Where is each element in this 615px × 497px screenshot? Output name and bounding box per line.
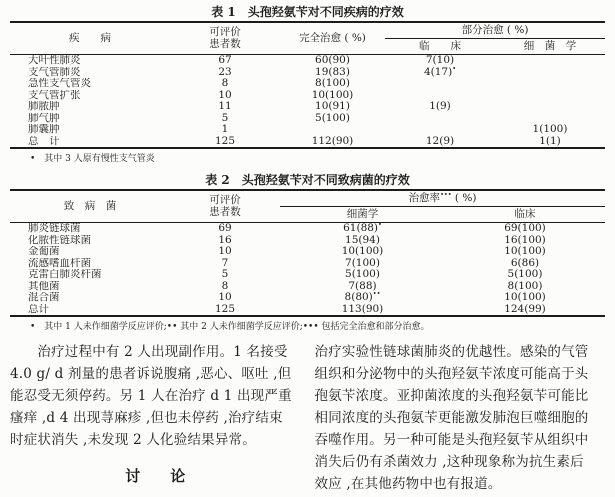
text-line: 效应 ,在其他药物中也有报道。: [314, 476, 502, 492]
cell-complete-cure: 60(90): [315, 54, 350, 66]
cell-partial-bacteriology: [495, 90, 605, 102]
cell-partial-bacteriology: [495, 78, 605, 90]
cell-partial-clinical: [385, 113, 495, 125]
text-line: 时症状消失 ,未发现 2 人化验结果异常。: [10, 432, 256, 448]
cell-complete-cure: 5(100): [315, 112, 350, 124]
text-line: 能忍受无须停药。另 1 人在治疗 d 1 出现严重: [10, 388, 292, 404]
table2-title: 表 2 头孢羟氨苄对不同致病菌的疗效: [205, 173, 410, 187]
cure-rate-label: 治愈率: [408, 192, 441, 204]
text-line: 治疗实验性链球菌肺炎的优越性。感染的气管: [314, 344, 589, 360]
cell-cure-clinical: 10(100): [504, 246, 546, 257]
table-row: [10, 269, 605, 281]
text-line: 吞噬作用。另一种可能是头孢羟氨苄从组织中: [314, 432, 589, 448]
cell-disease: 肺气肿: [28, 112, 60, 124]
body-left-column: [10, 341, 301, 495]
table-row: [10, 55, 605, 67]
cell-disease: 大叶性肺炎: [28, 54, 81, 66]
cell-pathogen: 其他菌: [28, 280, 60, 292]
table1-body: [10, 55, 605, 149]
cell-partial-bacteriology: 1(100): [532, 124, 568, 135]
cell-partial-bacteriology: 1(1): [539, 135, 561, 147]
cell-cure-clinical: 6(86): [510, 257, 540, 269]
table1: [10, 21, 605, 149]
text-line: 组织和分泌物中的头孢羟氨苄浓度可能高于头: [314, 366, 589, 382]
cell-patients: 16: [218, 234, 232, 246]
text-line: 治疗过程中有 2 人出现副作用。1 名接受: [10, 344, 288, 360]
text-line: 相同浓度的头孢氨苄更能激发肺泡巨噬细胞的: [314, 410, 589, 426]
table1-header-patients-line1: 可评价: [209, 26, 241, 38]
cell-disease: 急性支气管炎: [28, 78, 91, 89]
cell-cure-clinical: 124(99): [504, 303, 546, 315]
cell-complete-cure: 10(91): [315, 101, 350, 112]
cell-patients: 23: [218, 66, 232, 78]
table-row: [10, 90, 605, 102]
cell-cure-bacteriology: 8(80)••: [344, 292, 381, 303]
table-row: [10, 136, 605, 149]
cell-cure-clinical: 69(100): [504, 222, 546, 234]
body-text: [10, 341, 605, 495]
cell-cure-bacteriology: 5(100): [345, 269, 380, 280]
cell-cure-clinical: 8(100): [507, 280, 543, 292]
cell-patients: 125: [214, 135, 236, 147]
table2-header-bacteriology: 细菌学: [346, 208, 379, 220]
table-row: [10, 124, 605, 136]
table2-footnote: • 其中 1 人未作细菌学反应评价;•• 其中 2 人未作细菌学反应评价;••• 包括完全治愈和部分治愈。: [30, 322, 430, 332]
table1-header-disease: 疾 病: [69, 32, 111, 44]
cell-patients: 5: [221, 112, 229, 124]
text-line: 孢氨苄浓度。亚抑菌浓度的头孢羟氨苄可能比: [314, 388, 589, 404]
cell-partial-bacteriology: [495, 67, 605, 79]
cell-cure-bacteriology: 15(94): [345, 234, 380, 246]
cell-patients: 7: [221, 257, 229, 269]
cell-cure-bacteriology: 7(88): [348, 280, 377, 292]
table2: [10, 189, 605, 317]
cell-disease: 肺囊肿: [28, 124, 60, 135]
cell-complete-cure: 10(100): [311, 89, 354, 101]
cell-complete-cure: 19(83): [315, 66, 350, 78]
cell-partial-clinical: [385, 78, 495, 90]
body-right-column: [315, 341, 606, 495]
table2-header-cure-rate-group: [280, 190, 605, 207]
cell-patients: 1: [221, 124, 229, 135]
table1-title: 表 1 头孢羟氨苄对不同疾病的疗效: [211, 5, 404, 19]
table1-header-partial-cure-group: 部分治愈 ( %): [385, 22, 605, 39]
cell-partial-bacteriology: [495, 113, 605, 125]
cell-patients: 5: [221, 269, 229, 280]
table1-footnote: • 其中 3 人原有慢性支气管炎: [30, 154, 155, 164]
cell-patients: 10: [218, 89, 232, 101]
cell-cure-clinical: 16(100): [504, 234, 546, 246]
discussion-heading: 讨 论: [125, 467, 186, 485]
table-row: [10, 223, 605, 235]
cell-patients: 8: [221, 280, 229, 292]
table-row: [10, 281, 605, 293]
cell-cure-bacteriology: 7(100): [345, 257, 380, 269]
table-row: [10, 101, 605, 113]
table2-header-patients: [170, 190, 280, 223]
text-line: 4.0 g/ d 剂量的患者诉说腹痛 ,恶心、呕吐 ,但: [10, 366, 292, 382]
table1-header-patients: [170, 22, 280, 55]
table1-header-complete-cure: 完全治愈 ( %): [299, 32, 366, 44]
table-row: [10, 113, 605, 125]
table-row: [10, 235, 605, 247]
cell-disease: 肺脓肿: [28, 101, 60, 112]
cell-complete-cure: [280, 124, 385, 136]
cell-patients: 10: [218, 292, 232, 303]
cure-rate-footnote-marker: •••: [440, 190, 452, 199]
cell-disease: 支气管扩张: [28, 89, 81, 101]
cell-complete-cure: 112(90): [311, 135, 354, 147]
table2-body: [10, 223, 605, 317]
cell-patients: 11: [218, 101, 232, 112]
cell-pathogen: 金葡菌: [28, 246, 60, 257]
table-row: [10, 258, 605, 270]
cell-pathogen: 肺炎链球菌: [28, 222, 81, 234]
cell-patients: 125: [214, 303, 236, 315]
cell-partial-clinical: [385, 124, 495, 136]
table2-header-clinical: 临床: [514, 208, 536, 220]
cell-complete-cure: 8(100): [315, 78, 350, 89]
table1-header-bacteriology: 细 菌 学: [523, 40, 577, 52]
table1-header-patients-line2: 患者数: [209, 37, 241, 50]
cell-pathogen: 总计: [28, 303, 49, 315]
cell-patients: 69: [218, 222, 232, 234]
cell-patients: 8: [221, 78, 229, 89]
cell-cure-bacteriology: 10(100): [341, 246, 384, 257]
cell-pathogen: 混合菌: [28, 292, 60, 303]
cell-partial-bacteriology: [495, 55, 605, 67]
text-line: 瘙痒 ,d 4 出现荨麻疹 ,但也未停药 ,治疗结束: [10, 410, 283, 426]
cell-cure-clinical: 5(100): [507, 269, 543, 280]
cell-partial-clinical: 1(9): [429, 101, 451, 112]
cell-disease: 总 计: [28, 135, 60, 147]
table-row: [10, 78, 605, 90]
cure-rate-unit: ( %): [451, 192, 477, 204]
cell-cure-bacteriology: 61(88)•: [343, 222, 382, 234]
cell-cure-bacteriology: 113(90): [341, 303, 384, 315]
table2-header-patients-line1: 可评价: [209, 194, 241, 206]
table-row: [10, 292, 605, 304]
cell-pathogen: 克雷白肺炎杆菌: [28, 269, 102, 280]
cell-patients: 10: [218, 246, 232, 257]
text-line: 消失后仍有杀菌效力 ,这种现象称为抗生素后: [314, 454, 584, 470]
cell-partial-clinical: [385, 90, 495, 102]
cell-disease: 支气管肺炎: [28, 66, 81, 78]
cell-partial-bacteriology: [495, 101, 605, 113]
right-paragraph: [315, 341, 606, 495]
table-row: [10, 246, 605, 258]
cell-patients: 67: [218, 54, 232, 66]
table2-header-patients-line2: 患者数: [209, 205, 241, 218]
table-row: [10, 304, 605, 317]
cell-partial-clinical: 4(17)•: [423, 66, 457, 78]
cell-partial-clinical: 7(10): [425, 54, 455, 66]
cell-pathogen: 化脓性链球菌: [28, 234, 91, 246]
table1-header-clinical: 临 床: [419, 40, 461, 52]
table-row: [10, 67, 605, 79]
cell-partial-clinical: 12(9): [425, 135, 455, 147]
cell-cure-clinical: 10(100): [504, 292, 546, 303]
table2-header-pathogen: 致 病 菌: [63, 200, 117, 212]
cell-pathogen: 流感嗜血杆菌: [28, 257, 91, 269]
left-paragraph: [10, 341, 301, 451]
